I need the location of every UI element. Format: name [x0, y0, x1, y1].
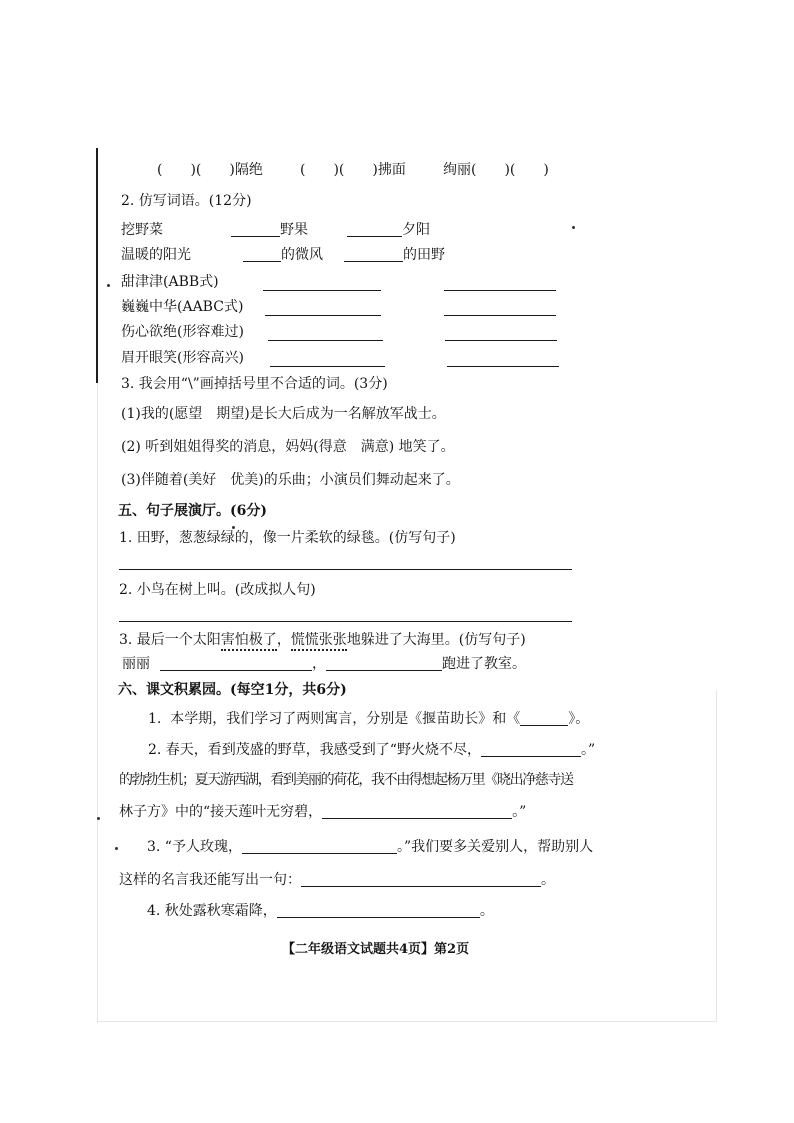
answer-line [265, 315, 381, 316]
word-example: 温暖的阳光 [121, 247, 191, 263]
section-heading: 六、课文积累园。(每空1分，共6分) [118, 682, 347, 698]
answer-line [445, 340, 557, 341]
answer-line [270, 366, 385, 367]
sentence-part: ， [276, 632, 291, 648]
choice-sentence: (1)我的(愿望 期望)是长大后成为一名解放军战士。 [121, 406, 446, 422]
page-footer: 【二年级语文试题共4页】第2页 [282, 942, 470, 957]
sentence-part: 。 [479, 903, 494, 919]
sentence-part: 。”我们要多关爱别人，帮助别人 [396, 839, 594, 855]
answer-blank [322, 803, 512, 819]
word-blank-item [344, 246, 445, 264]
word-suffix: 夕阳 [402, 222, 430, 238]
word-pattern: 巍巍中华(AABC式) [121, 299, 244, 315]
answer-line [119, 569, 572, 570]
answer-blank [231, 221, 280, 237]
sentence-part: 地躲进了大海里。(仿写句子) [346, 632, 526, 648]
sentence-part: 3. 最后一个太阳 [119, 632, 221, 648]
answer-line [263, 290, 381, 291]
sentence-question [119, 631, 526, 649]
sentence-part: 林子方》中的“接天莲叶无穷碧， [119, 804, 323, 820]
scan-speck [97, 817, 100, 820]
answer-line [268, 340, 383, 341]
fill-parens-item: ( )( )隔绝 [157, 162, 263, 178]
sentence-part: 。 [541, 872, 555, 888]
word-blank-item [231, 221, 308, 239]
scan-speck [115, 847, 118, 850]
scan-speck [107, 284, 110, 287]
answer-line [119, 621, 572, 622]
sentence-part: 3. “予人玫瑰， [147, 839, 242, 855]
recall-question [148, 741, 595, 759]
emphasized-phrase: 害怕极了 [221, 632, 277, 651]
scan-edge-right [716, 690, 717, 1022]
word-pattern: 伤心欲绝(形容难过) [121, 324, 244, 340]
question-title: 3. 我会用“\”画掉括号里不合适的词。(3分) [121, 376, 388, 392]
binding-margin-line [96, 148, 98, 383]
fill-parens-item: ( )( )拂面 [300, 162, 406, 178]
sentence-question: 1. 田野，葱葱绿绿的，像一片柔软的绿毯。(仿写句子) [119, 530, 456, 546]
recall-question [147, 838, 593, 856]
answer-blank [242, 838, 397, 854]
sentence-part: 这样的名言我还能写出一句： [119, 872, 301, 888]
word-suffix: 野果 [280, 222, 308, 238]
answer-blank [301, 871, 541, 887]
sentence-part: 2. 春天，看到茂盛的野草，我感受到了“野火烧不尽， [148, 742, 481, 758]
recall-question-continuation: 的勃勃生机；夏天游西湖，看到美丽的荷花，我不由得想起杨万里《晓出净慈寺送 [119, 772, 573, 788]
answer-blank [243, 246, 281, 262]
answer-blank [520, 710, 568, 726]
question-title: 2. 仿写词语。(12分) [121, 193, 252, 209]
word-blank-item [347, 221, 430, 239]
answer-blank [160, 655, 312, 671]
answer-line [444, 290, 556, 291]
word-blank-item [243, 246, 323, 264]
word-example: 挖野菜 [121, 222, 163, 238]
sentence-part: 》。 [568, 711, 590, 727]
choice-sentence: (3)伴随着(美好 优美)的乐曲；小演员们舞动起来了。 [121, 472, 460, 488]
answer-line [444, 315, 556, 316]
word-pattern: 眉开眼笑(形容高兴) [121, 350, 244, 366]
recall-question [147, 902, 494, 920]
recall-question-continuation [119, 803, 526, 821]
word-suffix: 的田野 [403, 247, 445, 263]
answer-line [447, 366, 559, 367]
sentence-answer-frame [122, 655, 526, 673]
sentence-part: 4. 秋处露秋寒霜降， [147, 903, 277, 919]
fill-parens-item: 绚丽( )( ) [443, 162, 549, 178]
choice-sentence: (2) 听到姐姐得奖的消息，妈妈(得意 满意) 地笑了。 [121, 439, 455, 455]
sentence-part: 跑进了教室。 [442, 656, 526, 672]
answer-blank [326, 655, 442, 671]
recall-question-continuation [119, 871, 555, 889]
scan-speck [572, 226, 575, 229]
sentence-question: 2. 小鸟在树上叫。(改成拟人句) [119, 582, 316, 598]
answer-blank [344, 246, 403, 262]
word-suffix: 的微风 [281, 247, 323, 263]
sentence-part: 。” [512, 804, 527, 820]
section-heading: 五、句子展演厅。(6分) [118, 503, 267, 519]
scan-edge-bottom [97, 1021, 717, 1022]
sentence-part: ， [312, 656, 326, 672]
sentence-part: 。” [580, 742, 596, 758]
word-pattern: 甜津津(ABB式) [121, 274, 219, 290]
answer-blank [347, 221, 402, 237]
sentence-part: 丽丽 [122, 656, 150, 672]
answer-blank [277, 902, 480, 918]
sentence-part: 1. 本学期，我们学习了两则寓言，分别是《揠苗助长》和《 [148, 711, 521, 727]
scan-edge-left [97, 383, 98, 1023]
answer-blank [481, 741, 581, 757]
emphasized-phrase: 慌慌张张 [291, 632, 347, 651]
recall-question [148, 710, 589, 728]
